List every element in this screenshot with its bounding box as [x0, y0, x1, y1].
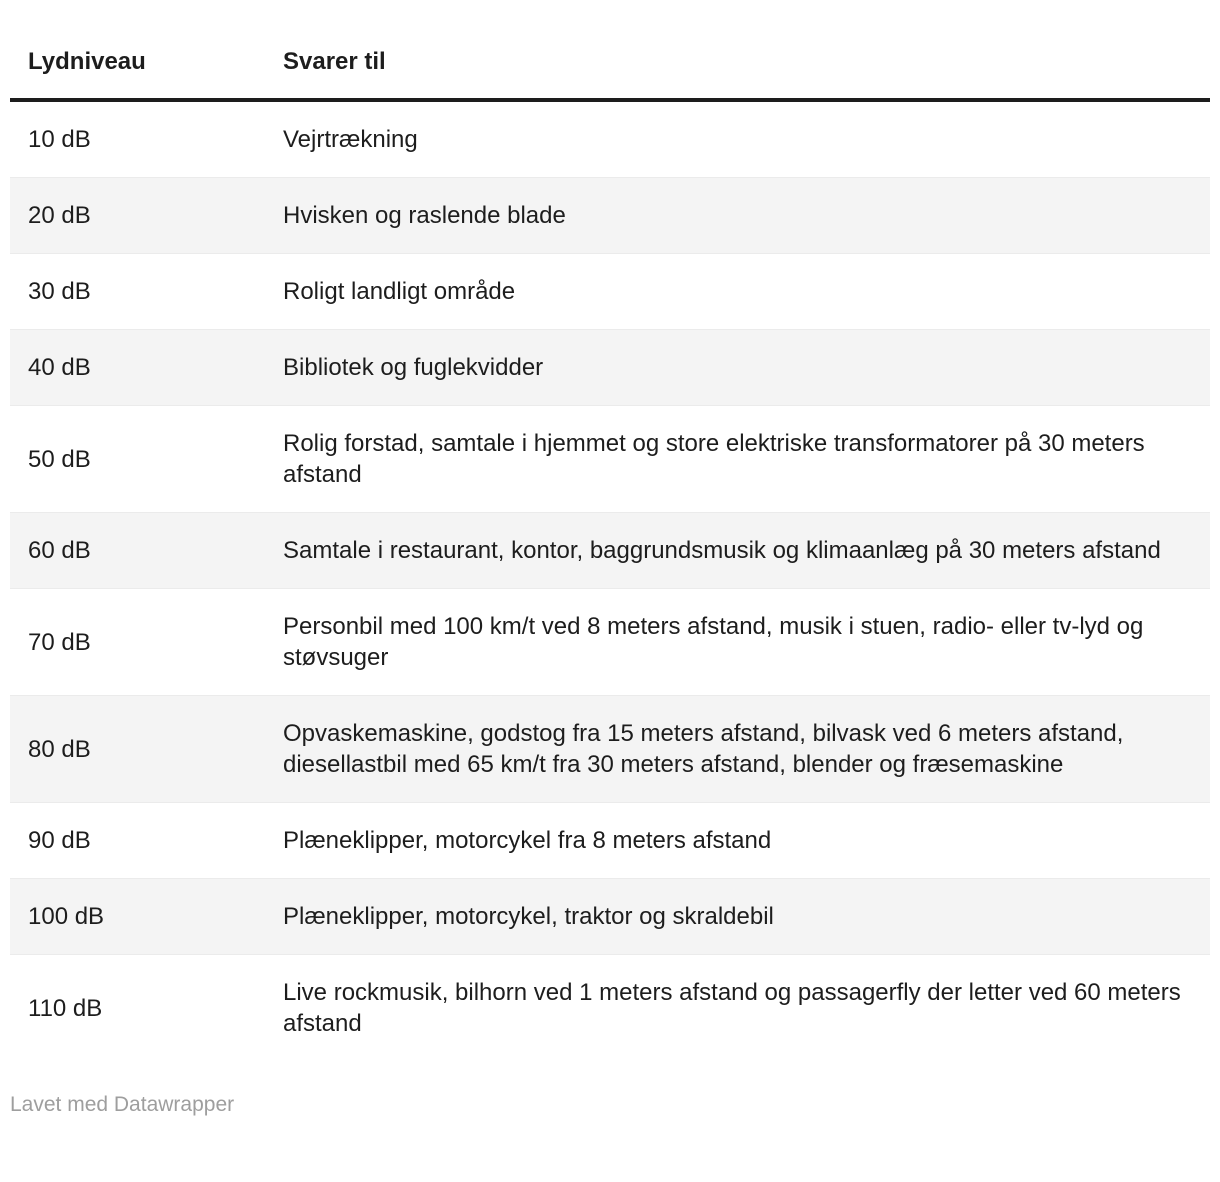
description-cell: Personbil med 100 km/t ved 8 meters afstand, musik i stuen, radio- eller tv-lyd og støvsuger [283, 613, 1144, 671]
description-cell: Plæneklipper, motorcykel, traktor og skraldebil [283, 903, 774, 930]
header-row [10, 46, 1210, 100]
datawrapper-credit: Lavet med Datawrapper [10, 1093, 235, 1116]
sound-level-cell: 90 dB [28, 827, 91, 854]
sound-level-table [10, 46, 1210, 1061]
table-header [10, 46, 1210, 100]
table-row [10, 254, 1210, 330]
table-row [10, 100, 1210, 178]
table-row [10, 589, 1210, 696]
column-header-svarer-til: Svarer til [283, 46, 1210, 100]
table-row [10, 696, 1210, 803]
description-cell: Bibliotek og fuglekvidder [283, 354, 544, 381]
description-cell: Vejrtrækning [283, 126, 418, 153]
description-cell: Hvisken og raslende blade [283, 202, 566, 229]
description-cell: Opvaskemaskine, godstog fra 15 meters afstand, bilvask ved 6 meters afstand, diesellastbil med 65 km/t fra 30 meters afstand, blender og fræsemaskine [283, 720, 1124, 778]
description-cell: Plæneklipper, motorcykel fra 8 meters afstand [283, 827, 772, 854]
sound-level-cell: 40 dB [28, 354, 91, 381]
sound-level-cell: 20 dB [28, 202, 91, 229]
sound-level-cell: 80 dB [28, 735, 91, 763]
sound-level-cell: 70 dB [28, 628, 91, 656]
table-row [10, 513, 1210, 589]
table-row [10, 879, 1210, 955]
sound-level-cell: 60 dB [28, 537, 91, 564]
description-cell: Roligt landligt område [283, 278, 516, 305]
sound-level-cell: 100 dB [28, 903, 105, 930]
table-row [10, 330, 1210, 406]
sound-level-cell: 30 dB [28, 278, 91, 305]
table-row [10, 803, 1210, 879]
table-row [10, 955, 1210, 1062]
table-row [10, 406, 1210, 513]
column-header-lydniveau: Lydniveau [10, 46, 283, 100]
description-cell: Samtale i restaurant, kontor, baggrundsmusik og klimaanlæg på 30 meters afstand [283, 537, 1161, 564]
description-cell: Live rockmusik, bilhorn ved 1 meters afstand og passagerfly der letter ved 60 meters afstand [283, 979, 1181, 1037]
table-row [10, 178, 1210, 254]
sound-level-cell: 10 dB [28, 126, 91, 153]
sound-level-cell: 50 dB [28, 445, 91, 473]
description-cell: Rolig forstad, samtale i hjemmet og store elektriske transformatorer på 30 meters afstand [283, 430, 1145, 488]
table-body [10, 100, 1210, 1061]
sound-level-cell: 110 dB [28, 994, 103, 1022]
